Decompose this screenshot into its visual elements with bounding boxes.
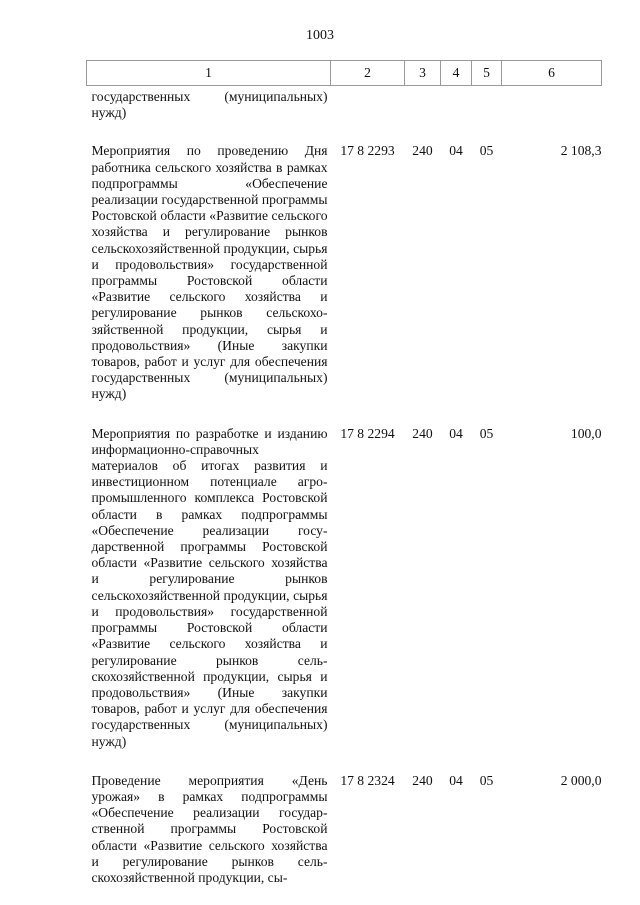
row-rz: 04 (449, 772, 463, 788)
table-row (87, 143, 602, 425)
row-sum: 2 108,3 (560, 143, 602, 159)
row-vr (405, 86, 441, 144)
page-number: 1003 (306, 28, 334, 43)
row-name: Мероприятия по проведению Дня работника сельского хозяйства в рамках подпрограммы «Обеспечение реализации государственной программы Ростовской области «Развитие сельского хозяйства и регулирование рынков сельскохозяйственной продукции, сырья и продовольствия» государственной программы Ростовской области «Развитие сельского хозяйства и регулирование рынков сельскохозяйственной продукции, сырья и продовольствия» (Иные закупки товаров, работ и услуг для обеспечения государственных (муниципальных) нужд) (91, 143, 328, 402)
row-code (331, 86, 405, 144)
row-vr: 240 (412, 425, 433, 441)
row-sum: 2 000,0 (560, 772, 602, 788)
header-col-3: 3 (405, 61, 441, 86)
budget-table (86, 60, 602, 886)
table-row (87, 773, 602, 886)
header-col-5: 5 (472, 61, 502, 86)
row-code: 17 8 2324 (340, 772, 395, 788)
row-name: Проведение мероприятия «День урожая» в рамках подпрограммы «Обеспечение реализации государственной программы Ростовской области «Развитие сельского хозяйства и регулирование рынков сельскохозяйственной продукции, сы- (91, 772, 328, 885)
row-pr: 05 (479, 772, 494, 788)
header-col-6: 6 (502, 61, 602, 86)
row-vr: 240 (412, 772, 433, 788)
header-col-4: 4 (441, 61, 472, 86)
row-sum (502, 86, 602, 144)
row-pr (472, 86, 502, 144)
header-col-1: 1 (87, 61, 331, 86)
table-row (87, 426, 602, 773)
row-name: государственных (муниципальных) нужд) (91, 89, 328, 121)
row-vr: 240 (412, 143, 433, 159)
table-header-row (87, 61, 602, 86)
row-rz: 04 (449, 143, 463, 159)
row-rz (441, 86, 472, 144)
row-code: 17 8 2294 (340, 425, 395, 441)
row-sum: 100,0 (570, 425, 602, 441)
row-pr: 05 (479, 425, 494, 441)
row-code: 17 8 2293 (340, 143, 395, 159)
row-pr: 05 (479, 143, 494, 159)
table-row (87, 86, 602, 144)
header-col-2: 2 (331, 61, 405, 86)
row-name: Мероприятия по разработке и изданию информационно-справочных материалов об итогах развития и инвестиционном потенциале агропромышленного комплекса Ростовской области в рамках подпрограммы «Обеспечение реализации государственной программы Ростовской области «Развитие сельского хозяйства и регулирование рынков сельскохозяйственной продукции, сырья и продовольствия» государственной программы Ростовской области «Развитие сельского хозяйства и регулирование рынков сельскохозяйственной продукции, сырья и продовольствия» (Иные закупки товаров, работ и услуг для обеспечения государственных (муниципальных) нужд) (91, 425, 328, 749)
row-rz: 04 (449, 425, 463, 441)
